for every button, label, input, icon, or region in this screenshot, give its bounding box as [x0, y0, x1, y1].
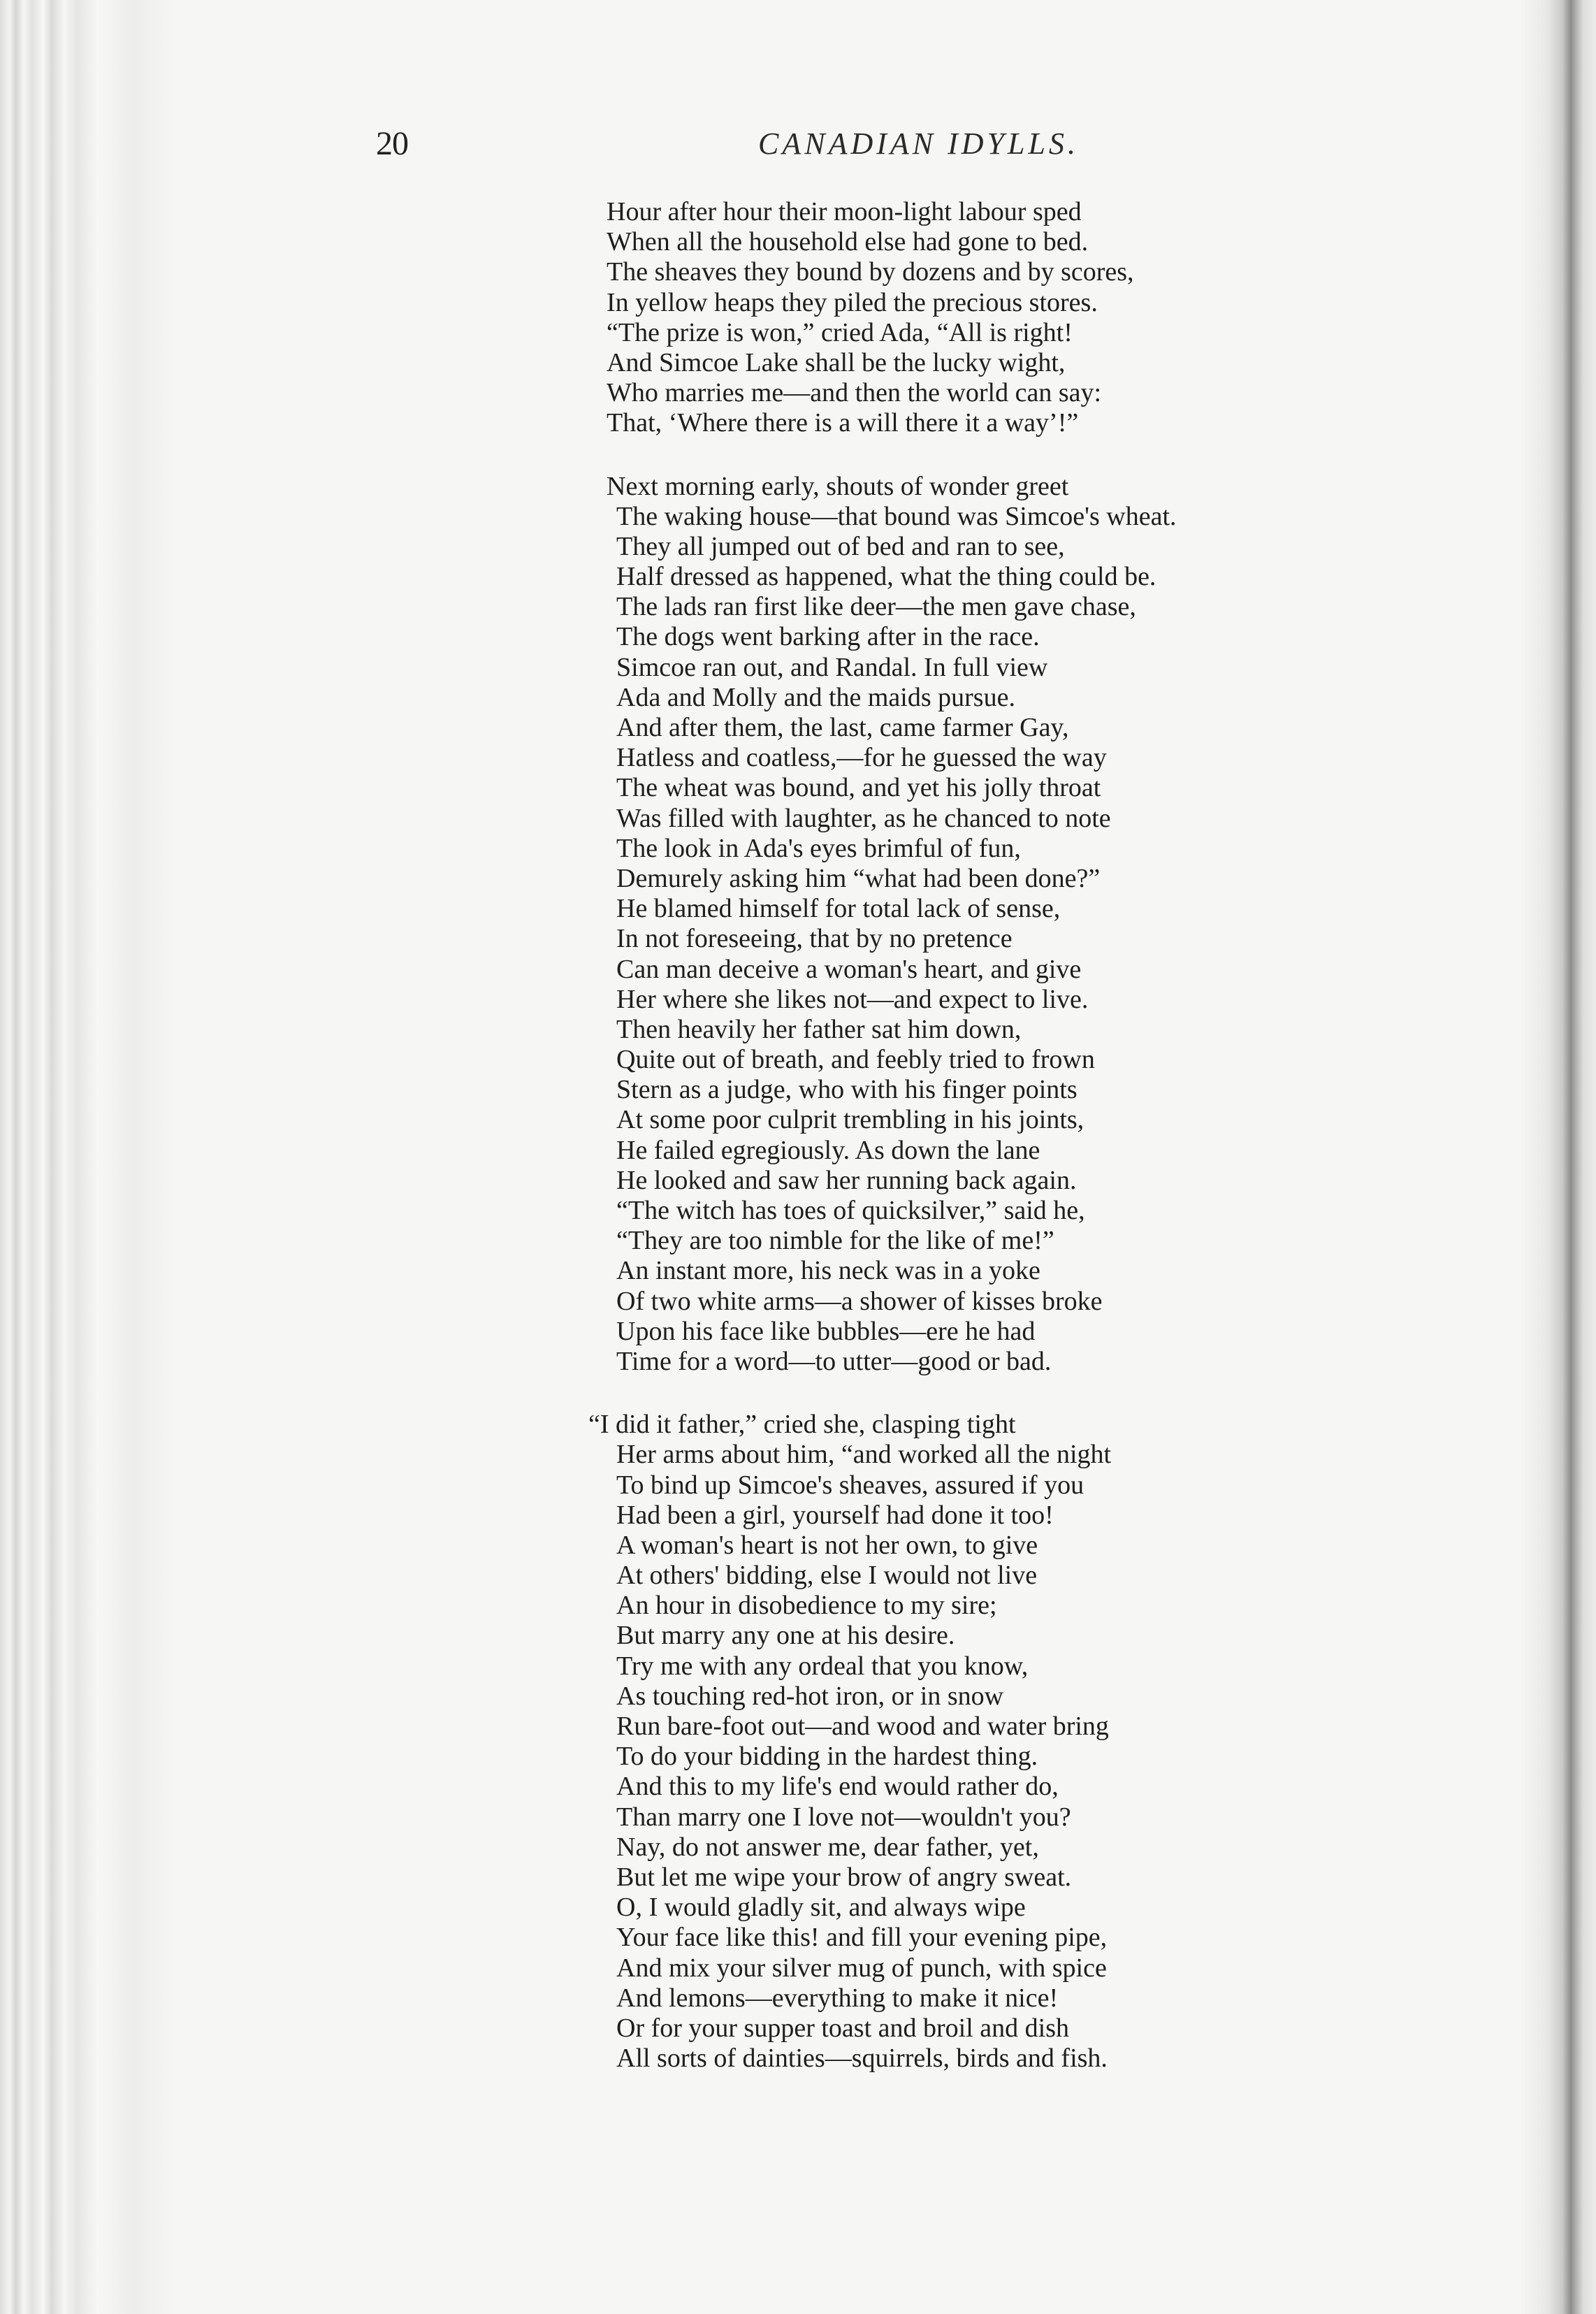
poem-line: They all jumped out of bed and ran to see,	[616, 531, 1065, 561]
poem-line: An hour in disobedience to my sire;	[616, 1591, 997, 1621]
poem-line: Hour after hour their moon-light labour sped	[607, 197, 1082, 226]
poem-line: He looked and saw her running back again.	[616, 1165, 1077, 1195]
poem-line: Her arms about him, “and worked all the night	[616, 1440, 1112, 1470]
poem-line: Nay, do not answer me, dear father, yet,	[616, 1832, 1039, 1862]
poem-line: And this to my life's end would rather do,	[616, 1772, 1059, 1802]
poem-line: The dogs went barking after in the race.	[616, 622, 1040, 652]
poem-line: “The prize is won,” cried Ada, “All is right!	[607, 317, 1073, 347]
poem-line: Simcoe ran out, and Randal. In full view	[616, 652, 1048, 682]
poem-line: Time for a word—to utter—good or bad.	[616, 1346, 1052, 1376]
poem-line: Half dressed as happened, what the thing could be.	[616, 562, 1156, 592]
running-head: CANADIAN IDYLLS.	[758, 126, 1079, 161]
poem-line: An instant more, his neck was in a yoke	[616, 1256, 1040, 1286]
stanza	[607, 197, 1361, 439]
poem-line: Than marry one I love not—wouldn't you?	[616, 1802, 1071, 1832]
poem-line: “They are too nimble for the like of me!”	[616, 1226, 1054, 1256]
poem-line: Stern as a judge, who with his finger points	[616, 1075, 1078, 1105]
poem-line: The look in Ada's eyes brimful of fun,	[616, 833, 1021, 863]
poem-line: Demurely asking him “what had been done?”	[616, 863, 1101, 893]
poem-line: And after them, the last, came farmer Gay,	[616, 713, 1069, 742]
poem-line: And mix your silver mug of punch, with spice	[616, 1953, 1107, 1983]
poem-line: At others' bidding, else I would not live	[616, 1561, 1038, 1591]
stanza	[607, 472, 1361, 1377]
poem-line: Try me with any ordeal that you know,	[616, 1651, 1029, 1681]
poem-line: Of two white arms—a shower of kisses broke	[616, 1286, 1103, 1316]
poem-line: Quite out of breath, and feebly tried to frown	[616, 1045, 1095, 1075]
poem-line: In yellow heaps they piled the precious stores.	[607, 287, 1098, 317]
poem-line: To bind up Simcoe's sheaves, assured if you	[616, 1470, 1084, 1500]
poem-line: In not foreseeing, that by no pretence	[616, 924, 1013, 954]
poem-line: When all the household else had gone to bed.	[607, 227, 1089, 257]
poem-line: He blamed himself for total lack of sense,	[616, 894, 1061, 924]
poem-body	[588, 197, 1361, 2106]
poem-line: Who marries me—and then the world can say:	[607, 378, 1102, 408]
poem-line: Next morning early, shouts of wonder greet	[607, 471, 1069, 501]
poem-line: The wheat was bound, and yet his jolly throat	[616, 773, 1101, 803]
poem-line: As touching red-hot iron, or in snow	[616, 1681, 1004, 1711]
poem-line: Hatless and coatless,—for he guessed the way	[616, 743, 1107, 773]
poem-line: “I did it father,” cried she, clasping tight	[588, 1410, 1016, 1440]
poem-line: Then heavily her father sat him down,	[616, 1014, 1022, 1044]
poem-line: Ada and Molly and the maids pursue.	[616, 682, 1015, 712]
poem-line: The lads ran first like deer—the men gave chase,	[616, 592, 1136, 622]
poem-line: Or for your supper toast and broil and dish	[616, 2013, 1069, 2043]
poem-line: And lemons—everything to make it nice!	[616, 1983, 1059, 2013]
poem-line: And Simcoe Lake shall be the lucky wight,	[607, 347, 1066, 377]
poem-line: Upon his face like bubbles—ere he had	[616, 1316, 1036, 1346]
poem-line: Your face like this! and fill your evening pipe,	[616, 1923, 1108, 1953]
poem-line: At some poor culprit trembling in his joints,	[616, 1105, 1084, 1135]
poem-line: O, I would gladly sit, and always wipe	[616, 1893, 1026, 1923]
page-edge-left	[0, 0, 175, 2314]
stanza	[588, 1410, 1361, 2074]
poem-line: Can man deceive a woman's heart, and give	[616, 954, 1082, 984]
poem-line: The waking house—that bound was Simcoe's wheat.	[616, 501, 1177, 531]
poem-line: “The witch has toes of quicksilver,” said he,	[616, 1196, 1085, 1225]
poem-line: Run bare-foot out—and wood and water bring	[616, 1712, 1109, 1741]
poem-line: Was filled with laughter, as he chanced to note	[616, 803, 1111, 833]
poem-line: Had been a girl, yourself had done it too!	[616, 1500, 1054, 1530]
poem-line: He failed egregiously. As down the lane	[616, 1135, 1040, 1165]
poem-line: A woman's heart is not her own, to give	[616, 1530, 1038, 1560]
poem-line: To do your bidding in the hardest thing.	[616, 1742, 1038, 1772]
poem-line: Her where she likes not—and expect to live.	[616, 984, 1089, 1014]
page-number: 20	[376, 125, 408, 162]
poem-line: That, ‘Where there is a will there it a way’!”	[607, 408, 1079, 438]
binding-shadow-right	[1519, 0, 1596, 2314]
poem-line: But marry any one at his desire.	[616, 1621, 955, 1651]
poem-line: The sheaves they bound by dozens and by scores,	[607, 257, 1134, 287]
poem-line: All sorts of dainties—squirrels, birds and fish.	[616, 2044, 1108, 2074]
poem-line: But let me wipe your brow of angry sweat.	[616, 1862, 1072, 1892]
